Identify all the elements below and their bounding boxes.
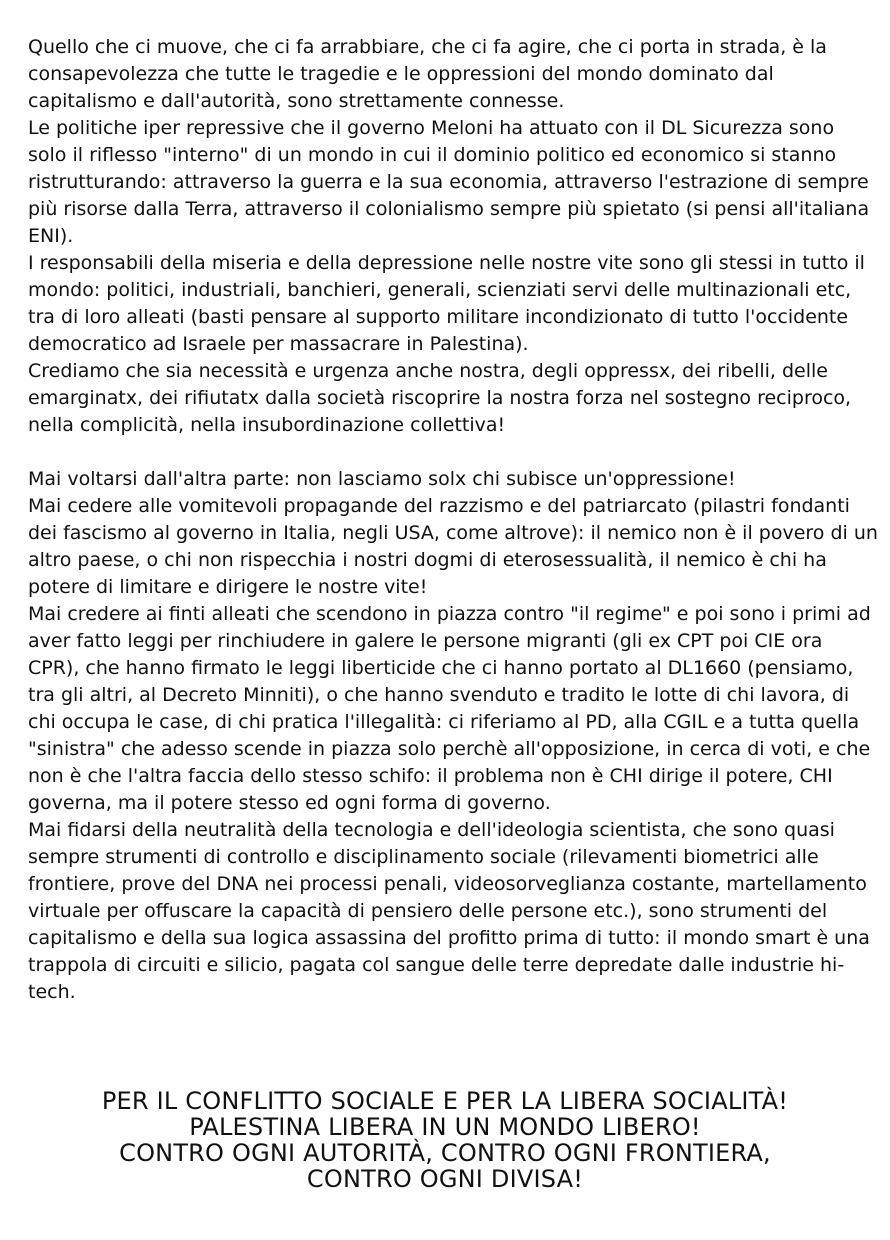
- body-text: [28, 34, 878, 1006]
- slogans-block: [0, 1088, 890, 1192]
- paragraph-dl-sicurezza: Le politiche iper repressive che il governo Meloni ha attuato con il DL Sicurezza sono solo il riflesso "interno" di un mondo in cui il dominio politico ed economico si stanno ristrutturando: attraverso la guerra e la sua economia, attraverso l'estrazione di sempre più risorse dalla Terra, attraverso il colonialismo sempre più spietato (si pensi all'italiana ENI).: [28, 117, 870, 247]
- slogan-line: PALESTINA LIBERA IN UN MONDO LIBERO!: [189, 1113, 701, 1141]
- paragraph-responsabili: I responsabili della miseria e della depressione nelle nostre vite sono gli stessi in tutto il mondo: politici, industriali, banchieri, generali, scienziati servi delle multinazionali etc, tra di loro alleati (basti pensare al supporto militare incondizionato di tutto l'occidente democratico ad Israele per massacrare in Palestina).: [28, 252, 865, 355]
- paragraph-mai-fidarsi: Mai fidarsi della neutralità della tecnologia e dell'ideologia scientista, che sono quasi sempre strumenti di controllo e disciplinamento sociale (rilevamenti biometrici alle frontiere, prove del DNA nei processi penali, videosorveglianza costante, martellamento virtuale per offuscare la capacità di pensiero delle persone etc.), sono strumenti del capitalismo e della sua logica assassina del profitto prima di tutto: il mondo smart è una trappola di circuiti e silicio, pagata col sangue delle terre depredate dalle industrie hi-tech.: [28, 819, 870, 1003]
- slogan-line: PER IL CONFLITTO SOCIALE E PER LA LIBERA SOCIALITÀ!: [101, 1087, 789, 1115]
- paragraph-mai-credere: Mai credere ai finti alleati che scendono in piazza contro "il regime" e poi sono i primi ad aver fatto leggi per rinchiudere in galere le persone migranti (gli ex CPT poi CIE ora CPR), che hanno firmato le leggi liberticide che ci hanno portato al DL1660 (pensiamo, tra gli altri, al Decreto Minniti), o che hanno svenduto e tradito le lotte di chi lavora, di chi occupa le case, di chi pratica l'illegalità: ci riferiamo al PD, alla CGIL e a tutta quella "sinistra" che adesso scende in piazza solo perchè all'opposizione, in cerca di voti, e che non è che l'altra faccia dello stesso schifo: il problema non è CHI dirige il potere, CHI governa, ma il potere stesso ed ogni forma di governo.: [28, 603, 871, 814]
- paragraph-spacer: [28, 439, 878, 466]
- paragraph-mai-cedere: Mai cedere alle vomitevoli propagande del razzismo e del patriarcato (pilastri fondanti dei fascismo al governo in Italia, negli USA, come altrove): il nemico non è il povero di un altro paese, o chi non rispecchia i nostri dogmi di eterosessualità, il nemico è chi ha potere di limitare e dirigere le nostre vite!: [28, 495, 878, 598]
- paragraph-intro: Quello che ci muove, che ci fa arrabbiare, che ci fa agire, che ci porta in strada, è la consapevolezza che tutte le tragedie e le oppressioni del mondo dominato dal capitalismo e dall'autorità, sono strettamente connesse.: [28, 36, 827, 112]
- slogan-line: CONTRO OGNI DIVISA!: [306, 1165, 584, 1193]
- paragraph-crediamo: Crediamo che sia necessità e urgenza anche nostra, degli oppressx, dei ribelli, delle emarginatx, dei rifiutatx dalla società riscoprire la nostra forza nel sostegno reciproco, nella complicità, nella insubordinazione collettiva!: [28, 360, 852, 436]
- paragraph-mai-voltarsi: Mai voltarsi dall'altra parte: non lasciamo solx chi subisce un'oppressione!: [28, 468, 736, 490]
- slogan-line: CONTRO OGNI AUTORITÀ, CONTRO OGNI FRONTIERA,: [119, 1139, 771, 1167]
